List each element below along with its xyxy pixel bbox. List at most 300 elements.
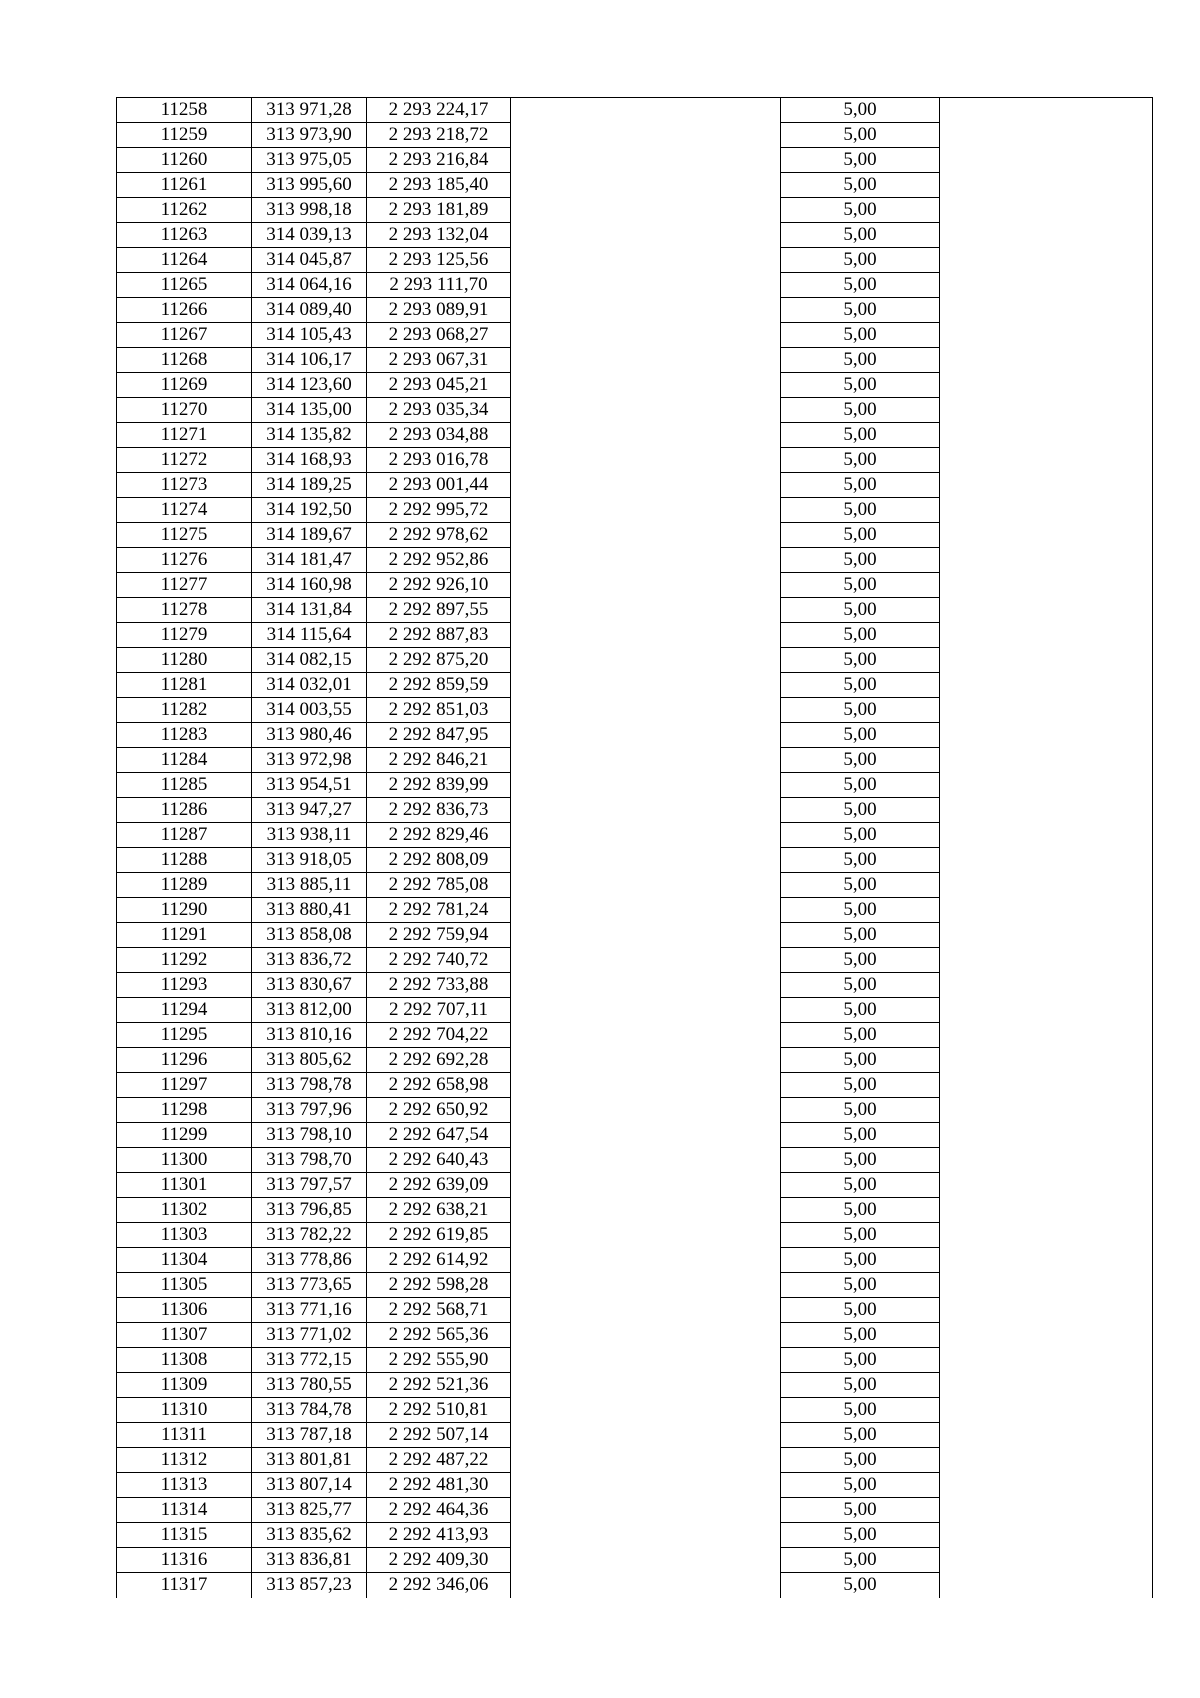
empty-cell — [511, 1123, 781, 1148]
accuracy-cell: 5,00 — [781, 773, 940, 798]
accuracy-cell: 5,00 — [781, 148, 940, 173]
y-coordinate-cell: 2 292 568,71 — [367, 1298, 511, 1323]
empty-cell — [940, 398, 1153, 423]
accuracy-cell: 5,00 — [781, 498, 940, 523]
empty-cell — [940, 973, 1153, 998]
point-number-cell: 11274 — [117, 498, 252, 523]
table-row — [117, 473, 1153, 498]
accuracy-cell: 5,00 — [781, 548, 940, 573]
table-row — [117, 1373, 1153, 1398]
x-coordinate-cell: 313 798,78 — [252, 1073, 367, 1098]
empty-cell — [511, 98, 781, 123]
empty-cell — [511, 523, 781, 548]
x-coordinate-cell: 314 045,87 — [252, 248, 367, 273]
y-coordinate-cell: 2 292 639,09 — [367, 1173, 511, 1198]
accuracy-cell: 5,00 — [781, 1373, 940, 1398]
table-row — [117, 148, 1153, 173]
table-row — [117, 223, 1153, 248]
empty-cell — [511, 1523, 781, 1548]
table-row — [117, 548, 1153, 573]
empty-cell — [511, 798, 781, 823]
empty-cell — [940, 373, 1153, 398]
accuracy-cell: 5,00 — [781, 1223, 940, 1248]
empty-cell — [940, 1173, 1153, 1198]
empty-cell — [940, 1448, 1153, 1473]
empty-cell — [511, 1298, 781, 1323]
table-row — [117, 373, 1153, 398]
y-coordinate-cell: 2 292 859,59 — [367, 673, 511, 698]
empty-cell — [940, 473, 1153, 498]
y-coordinate-cell: 2 292 978,62 — [367, 523, 511, 548]
accuracy-cell: 5,00 — [781, 298, 940, 323]
empty-cell — [940, 673, 1153, 698]
empty-cell — [940, 1248, 1153, 1273]
empty-cell — [511, 1148, 781, 1173]
empty-cell — [940, 248, 1153, 273]
accuracy-cell: 5,00 — [781, 1423, 940, 1448]
table-row — [117, 748, 1153, 773]
x-coordinate-cell: 314 192,50 — [252, 498, 367, 523]
table-row — [117, 923, 1153, 948]
point-number-cell: 11271 — [117, 423, 252, 448]
empty-cell — [511, 948, 781, 973]
empty-cell — [511, 173, 781, 198]
table-row — [117, 873, 1153, 898]
point-number-cell: 11276 — [117, 548, 252, 573]
empty-cell — [940, 1398, 1153, 1423]
x-coordinate-cell: 314 003,55 — [252, 698, 367, 723]
y-coordinate-cell: 2 292 464,36 — [367, 1498, 511, 1523]
table-row — [117, 198, 1153, 223]
table-row — [117, 698, 1153, 723]
y-coordinate-cell: 2 292 887,83 — [367, 623, 511, 648]
x-coordinate-cell: 313 805,62 — [252, 1048, 367, 1073]
x-coordinate-cell: 313 998,18 — [252, 198, 367, 223]
table-row — [117, 1423, 1153, 1448]
y-coordinate-cell: 2 292 897,55 — [367, 598, 511, 623]
empty-cell — [511, 1048, 781, 1073]
x-coordinate-cell: 313 947,27 — [252, 798, 367, 823]
y-coordinate-cell: 2 292 614,92 — [367, 1248, 511, 1273]
point-number-cell: 11312 — [117, 1448, 252, 1473]
accuracy-cell: 5,00 — [781, 1298, 940, 1323]
accuracy-cell: 5,00 — [781, 948, 940, 973]
y-coordinate-cell: 2 292 692,28 — [367, 1048, 511, 1073]
table-row — [117, 98, 1153, 123]
x-coordinate-cell: 313 807,14 — [252, 1473, 367, 1498]
x-coordinate-cell: 314 135,00 — [252, 398, 367, 423]
empty-cell — [511, 598, 781, 623]
empty-cell — [940, 323, 1153, 348]
accuracy-cell: 5,00 — [781, 1148, 940, 1173]
empty-cell — [511, 348, 781, 373]
table-row — [117, 673, 1153, 698]
empty-cell — [511, 273, 781, 298]
empty-cell — [511, 448, 781, 473]
table-row — [117, 998, 1153, 1023]
accuracy-cell: 5,00 — [781, 448, 940, 473]
point-number-cell: 11306 — [117, 1298, 252, 1323]
point-number-cell: 11302 — [117, 1198, 252, 1223]
empty-cell — [511, 673, 781, 698]
y-coordinate-cell: 2 292 851,03 — [367, 698, 511, 723]
x-coordinate-cell: 313 836,72 — [252, 948, 367, 973]
empty-cell — [940, 1573, 1153, 1598]
point-number-cell: 11288 — [117, 848, 252, 873]
accuracy-cell: 5,00 — [781, 198, 940, 223]
x-coordinate-cell: 313 938,11 — [252, 823, 367, 848]
y-coordinate-cell: 2 292 781,24 — [367, 898, 511, 923]
y-coordinate-cell: 2 292 759,94 — [367, 923, 511, 948]
x-coordinate-cell: 313 798,70 — [252, 1148, 367, 1173]
empty-cell — [511, 1373, 781, 1398]
empty-cell — [940, 1348, 1153, 1373]
empty-cell — [940, 1123, 1153, 1148]
point-number-cell: 11313 — [117, 1473, 252, 1498]
point-number-cell: 11261 — [117, 173, 252, 198]
y-coordinate-cell: 2 292 808,09 — [367, 848, 511, 873]
empty-cell — [511, 373, 781, 398]
accuracy-cell: 5,00 — [781, 323, 940, 348]
empty-cell — [940, 848, 1153, 873]
point-number-cell: 11303 — [117, 1223, 252, 1248]
point-number-cell: 11268 — [117, 348, 252, 373]
empty-cell — [940, 1148, 1153, 1173]
x-coordinate-cell: 313 825,77 — [252, 1498, 367, 1523]
empty-cell — [511, 1448, 781, 1473]
table-row — [117, 1198, 1153, 1223]
empty-cell — [511, 623, 781, 648]
accuracy-cell: 5,00 — [781, 123, 940, 148]
accuracy-cell: 5,00 — [781, 1523, 940, 1548]
empty-cell — [511, 1573, 781, 1598]
accuracy-cell: 5,00 — [781, 223, 940, 248]
point-number-cell: 11262 — [117, 198, 252, 223]
x-coordinate-cell: 313 835,62 — [252, 1523, 367, 1548]
y-coordinate-cell: 2 293 224,17 — [367, 98, 511, 123]
table-row — [117, 1223, 1153, 1248]
y-coordinate-cell: 2 292 507,14 — [367, 1423, 511, 1448]
accuracy-cell: 5,00 — [781, 973, 940, 998]
empty-cell — [511, 1248, 781, 1273]
y-coordinate-cell: 2 292 647,54 — [367, 1123, 511, 1148]
empty-cell — [511, 1323, 781, 1348]
empty-cell — [940, 273, 1153, 298]
empty-cell — [511, 573, 781, 598]
accuracy-cell: 5,00 — [781, 373, 940, 398]
empty-cell — [511, 198, 781, 223]
y-coordinate-cell: 2 292 521,36 — [367, 1373, 511, 1398]
x-coordinate-cell: 314 189,67 — [252, 523, 367, 548]
empty-cell — [940, 448, 1153, 473]
x-coordinate-cell: 313 954,51 — [252, 773, 367, 798]
y-coordinate-cell: 2 292 952,86 — [367, 548, 511, 573]
x-coordinate-cell: 314 115,64 — [252, 623, 367, 648]
table-row — [117, 323, 1153, 348]
y-coordinate-cell: 2 293 132,04 — [367, 223, 511, 248]
point-number-cell: 11314 — [117, 1498, 252, 1523]
x-coordinate-cell: 313 771,02 — [252, 1323, 367, 1348]
empty-cell — [940, 98, 1153, 123]
empty-cell — [511, 898, 781, 923]
y-coordinate-cell: 2 292 658,98 — [367, 1073, 511, 1098]
accuracy-cell: 5,00 — [781, 98, 940, 123]
accuracy-cell: 5,00 — [781, 398, 940, 423]
point-number-cell: 11315 — [117, 1523, 252, 1548]
x-coordinate-cell: 313 857,23 — [252, 1573, 367, 1598]
point-number-cell: 11280 — [117, 648, 252, 673]
empty-cell — [940, 873, 1153, 898]
point-number-cell: 11285 — [117, 773, 252, 798]
accuracy-cell: 5,00 — [781, 1448, 940, 1473]
accuracy-cell: 5,00 — [781, 898, 940, 923]
empty-cell — [511, 648, 781, 673]
table-row — [117, 848, 1153, 873]
empty-cell — [511, 398, 781, 423]
empty-cell — [940, 1198, 1153, 1223]
y-coordinate-cell: 2 293 216,84 — [367, 148, 511, 173]
empty-cell — [940, 1523, 1153, 1548]
y-coordinate-cell: 2 292 638,21 — [367, 1198, 511, 1223]
x-coordinate-cell: 313 787,18 — [252, 1423, 367, 1448]
empty-cell — [940, 1423, 1153, 1448]
table-row — [117, 573, 1153, 598]
y-coordinate-cell: 2 293 181,89 — [367, 198, 511, 223]
table-row — [117, 898, 1153, 923]
empty-cell — [511, 248, 781, 273]
point-number-cell: 11259 — [117, 123, 252, 148]
point-number-cell: 11286 — [117, 798, 252, 823]
table-row — [117, 1348, 1153, 1373]
empty-cell — [511, 1398, 781, 1423]
x-coordinate-cell: 314 123,60 — [252, 373, 367, 398]
empty-cell — [511, 498, 781, 523]
y-coordinate-cell: 2 292 481,30 — [367, 1473, 511, 1498]
x-coordinate-cell: 314 082,15 — [252, 648, 367, 673]
y-coordinate-cell: 2 293 001,44 — [367, 473, 511, 498]
accuracy-cell: 5,00 — [781, 173, 940, 198]
empty-cell — [940, 723, 1153, 748]
table-row — [117, 823, 1153, 848]
table-row — [117, 1398, 1153, 1423]
point-number-cell: 11270 — [117, 398, 252, 423]
y-coordinate-cell: 2 292 995,72 — [367, 498, 511, 523]
empty-cell — [940, 1323, 1153, 1348]
point-number-cell: 11275 — [117, 523, 252, 548]
y-coordinate-cell: 2 292 565,36 — [367, 1323, 511, 1348]
table-row — [117, 1448, 1153, 1473]
accuracy-cell: 5,00 — [781, 673, 940, 698]
x-coordinate-cell: 314 064,16 — [252, 273, 367, 298]
empty-cell — [940, 823, 1153, 848]
point-number-cell: 11269 — [117, 373, 252, 398]
point-number-cell: 11293 — [117, 973, 252, 998]
empty-cell — [940, 423, 1153, 448]
empty-cell — [511, 1348, 781, 1373]
x-coordinate-cell: 314 160,98 — [252, 573, 367, 598]
point-number-cell: 11301 — [117, 1173, 252, 1198]
accuracy-cell: 5,00 — [781, 1548, 940, 1573]
x-coordinate-cell: 314 032,01 — [252, 673, 367, 698]
point-number-cell: 11264 — [117, 248, 252, 273]
accuracy-cell: 5,00 — [781, 748, 940, 773]
table-row — [117, 173, 1153, 198]
accuracy-cell: 5,00 — [781, 1123, 940, 1148]
x-coordinate-cell: 313 995,60 — [252, 173, 367, 198]
table-row — [117, 1123, 1153, 1148]
x-coordinate-cell: 314 181,47 — [252, 548, 367, 573]
point-number-cell: 11282 — [117, 698, 252, 723]
table-row — [117, 723, 1153, 748]
y-coordinate-cell: 2 293 068,27 — [367, 323, 511, 348]
y-coordinate-cell: 2 292 707,11 — [367, 998, 511, 1023]
y-coordinate-cell: 2 293 125,56 — [367, 248, 511, 273]
empty-cell — [940, 173, 1153, 198]
y-coordinate-cell: 2 293 016,78 — [367, 448, 511, 473]
x-coordinate-cell: 314 189,25 — [252, 473, 367, 498]
table-row — [117, 598, 1153, 623]
accuracy-cell: 5,00 — [781, 698, 940, 723]
empty-cell — [511, 1223, 781, 1248]
accuracy-cell: 5,00 — [781, 1198, 940, 1223]
table-row — [117, 1023, 1153, 1048]
empty-cell — [940, 998, 1153, 1023]
accuracy-cell: 5,00 — [781, 598, 940, 623]
y-coordinate-cell: 2 292 650,92 — [367, 1098, 511, 1123]
x-coordinate-cell: 313 812,00 — [252, 998, 367, 1023]
point-number-cell: 11309 — [117, 1373, 252, 1398]
point-number-cell: 11298 — [117, 1098, 252, 1123]
x-coordinate-cell: 313 773,65 — [252, 1273, 367, 1298]
empty-cell — [511, 1073, 781, 1098]
accuracy-cell: 5,00 — [781, 1323, 940, 1348]
accuracy-cell: 5,00 — [781, 348, 940, 373]
empty-cell — [940, 523, 1153, 548]
empty-cell — [511, 1098, 781, 1123]
accuracy-cell: 5,00 — [781, 1498, 940, 1523]
empty-cell — [940, 1273, 1153, 1298]
table-row — [117, 1098, 1153, 1123]
y-coordinate-cell: 2 293 045,21 — [367, 373, 511, 398]
y-coordinate-cell: 2 292 704,22 — [367, 1023, 511, 1048]
table-row — [117, 648, 1153, 673]
point-number-cell: 11305 — [117, 1273, 252, 1298]
empty-cell — [940, 1473, 1153, 1498]
x-coordinate-cell: 313 918,05 — [252, 848, 367, 873]
y-coordinate-cell: 2 292 346,06 — [367, 1573, 511, 1598]
point-number-cell: 11300 — [117, 1148, 252, 1173]
x-coordinate-cell: 313 782,22 — [252, 1223, 367, 1248]
point-number-cell: 11294 — [117, 998, 252, 1023]
point-number-cell: 11279 — [117, 623, 252, 648]
point-number-cell: 11289 — [117, 873, 252, 898]
empty-cell — [940, 1373, 1153, 1398]
empty-cell — [940, 573, 1153, 598]
x-coordinate-cell: 313 784,78 — [252, 1398, 367, 1423]
empty-cell — [511, 1473, 781, 1498]
table-row — [117, 1523, 1153, 1548]
accuracy-cell: 5,00 — [781, 473, 940, 498]
y-coordinate-cell: 2 292 409,30 — [367, 1548, 511, 1573]
x-coordinate-cell: 313 975,05 — [252, 148, 367, 173]
empty-cell — [940, 748, 1153, 773]
empty-cell — [511, 698, 781, 723]
point-number-cell: 11295 — [117, 1023, 252, 1048]
x-coordinate-cell: 313 973,90 — [252, 123, 367, 148]
x-coordinate-cell: 313 971,28 — [252, 98, 367, 123]
table-row — [117, 498, 1153, 523]
x-coordinate-cell: 314 105,43 — [252, 323, 367, 348]
point-number-cell: 11277 — [117, 573, 252, 598]
x-coordinate-cell: 314 135,82 — [252, 423, 367, 448]
point-number-cell: 11296 — [117, 1048, 252, 1073]
y-coordinate-cell: 2 292 847,95 — [367, 723, 511, 748]
accuracy-cell: 5,00 — [781, 1398, 940, 1423]
table-row — [117, 1273, 1153, 1298]
empty-cell — [511, 873, 781, 898]
table-row — [117, 1323, 1153, 1348]
empty-cell — [511, 823, 781, 848]
x-coordinate-cell: 314 168,93 — [252, 448, 367, 473]
accuracy-cell: 5,00 — [781, 523, 940, 548]
accuracy-cell: 5,00 — [781, 873, 940, 898]
empty-cell — [940, 498, 1153, 523]
point-number-cell: 11263 — [117, 223, 252, 248]
x-coordinate-cell: 313 772,15 — [252, 1348, 367, 1373]
point-number-cell: 11297 — [117, 1073, 252, 1098]
y-coordinate-cell: 2 293 185,40 — [367, 173, 511, 198]
x-coordinate-cell: 313 771,16 — [252, 1298, 367, 1323]
point-number-cell: 11260 — [117, 148, 252, 173]
table-body — [117, 98, 1153, 1598]
y-coordinate-cell: 2 292 846,21 — [367, 748, 511, 773]
empty-cell — [511, 973, 781, 998]
accuracy-cell: 5,00 — [781, 573, 940, 598]
x-coordinate-cell: 313 797,57 — [252, 1173, 367, 1198]
table-row — [117, 523, 1153, 548]
point-number-cell: 11273 — [117, 473, 252, 498]
empty-cell — [511, 1273, 781, 1298]
accuracy-cell: 5,00 — [781, 1573, 940, 1598]
empty-cell — [940, 1073, 1153, 1098]
empty-cell — [511, 298, 781, 323]
table-row — [117, 798, 1153, 823]
table-row — [117, 948, 1153, 973]
table-row — [117, 298, 1153, 323]
point-number-cell: 11287 — [117, 823, 252, 848]
table-row — [117, 1498, 1153, 1523]
accuracy-cell: 5,00 — [781, 998, 940, 1023]
y-coordinate-cell: 2 292 829,46 — [367, 823, 511, 848]
point-number-cell: 11290 — [117, 898, 252, 923]
empty-cell — [511, 548, 781, 573]
empty-cell — [511, 748, 781, 773]
empty-cell — [940, 548, 1153, 573]
empty-cell — [511, 923, 781, 948]
point-number-cell: 11283 — [117, 723, 252, 748]
empty-cell — [940, 598, 1153, 623]
table-row — [117, 348, 1153, 373]
empty-cell — [940, 773, 1153, 798]
y-coordinate-cell: 2 292 598,28 — [367, 1273, 511, 1298]
empty-cell — [940, 1048, 1153, 1073]
y-coordinate-cell: 2 293 089,91 — [367, 298, 511, 323]
empty-cell — [940, 1223, 1153, 1248]
accuracy-cell: 5,00 — [781, 1473, 940, 1498]
empty-cell — [511, 148, 781, 173]
point-number-cell: 11258 — [117, 98, 252, 123]
y-coordinate-cell: 2 292 733,88 — [367, 973, 511, 998]
